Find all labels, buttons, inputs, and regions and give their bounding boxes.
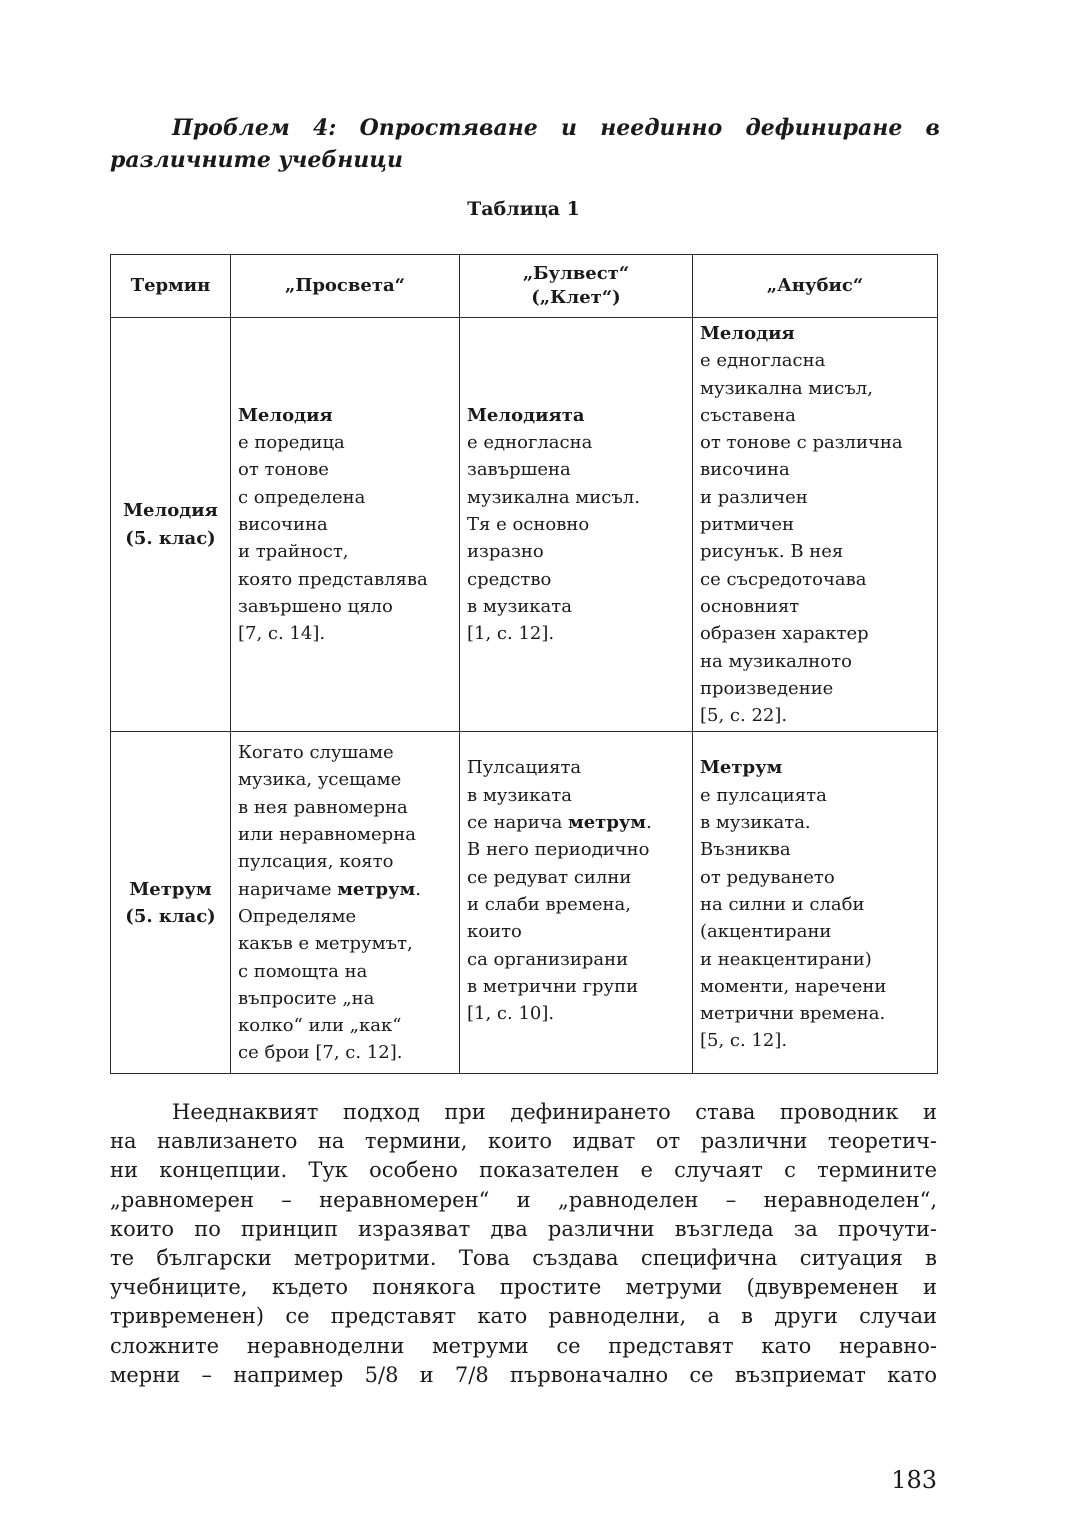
cell-line: рисунък. В нея	[700, 541, 844, 563]
anubis-cell	[693, 732, 938, 1074]
cell-line: [5, с. 22].	[700, 705, 788, 727]
cell-line: Пулсацията	[467, 757, 582, 779]
defined-term: Мелодията	[467, 404, 585, 426]
cell-line	[700, 754, 930, 781]
cell-line: се редуват силни	[467, 866, 632, 888]
cell-line: В него периодично	[467, 839, 650, 861]
term-name: Метрум	[129, 878, 212, 900]
cell-line: на силни и слаби	[700, 893, 865, 915]
header-bulvest-line: („Клет“)	[531, 287, 621, 308]
header-prosveta: „Просвета“	[231, 255, 460, 318]
term-cell	[111, 318, 231, 732]
cell-line: и неакцентирани)	[700, 948, 872, 970]
cell-line: в метрични групи	[467, 975, 639, 997]
cell-line: ритмичен	[700, 514, 795, 536]
prosveta-cell	[231, 318, 460, 732]
cell-line: метрични времена.	[700, 1003, 886, 1025]
header-anubis: „Анубис“	[693, 255, 938, 318]
cell-line	[238, 876, 452, 903]
cell-line: [1, с. 10].	[467, 1003, 555, 1025]
cell-line: е едногласна	[467, 432, 593, 454]
cell-text: се нарича	[467, 812, 563, 834]
term-grade: (5. клас)	[125, 527, 216, 549]
cell-line: е едногласна	[700, 350, 826, 372]
prosveta-cell	[231, 732, 460, 1074]
cell-line: Определяме	[238, 905, 357, 927]
header-bulvest	[460, 255, 693, 318]
cell-line: [5, с. 12].	[700, 1030, 788, 1052]
cell-line: която представлява	[238, 568, 428, 590]
cell-line: и различен	[700, 486, 808, 508]
term-grade: (5. клас)	[125, 905, 216, 927]
paragraph-line: сложните неравноделни метруми се представят като неравно-	[110, 1333, 937, 1358]
cell-line	[238, 402, 452, 429]
paragraph-line: които по принцип изразяват два различни възгледа за прочути-	[110, 1216, 937, 1241]
cell-line: и трайност,	[238, 541, 349, 563]
cell-line: пулсация, която	[238, 851, 394, 873]
paragraph-line: мерни – например 5/8 и 7/8 първоначално се възприемат като	[110, 1362, 937, 1387]
cell-line: основният	[700, 595, 800, 617]
cell-text: наричаме	[238, 878, 332, 900]
cell-line: които	[467, 921, 522, 943]
cell-line: Тя е основно	[467, 514, 590, 536]
cell-line: с помощта на	[238, 960, 368, 982]
cell-line: са организирани	[467, 948, 629, 970]
paragraph-line: „равномерен – неравномерен“ и „равноделен – неравноделен“,	[110, 1187, 937, 1212]
cell-line: или неравномерна	[238, 824, 416, 846]
cell-line: в музиката	[467, 784, 572, 806]
defined-term: Мелодия	[238, 404, 333, 426]
cell-line: музикална мисъл,	[700, 377, 873, 399]
cell-line: средство	[467, 568, 552, 590]
cell-line: от тонове с различна	[700, 432, 903, 454]
table-row	[111, 318, 938, 732]
defined-term: метрум	[337, 878, 416, 900]
term-name: Мелодия	[123, 500, 218, 522]
paragraph-line: те български метроритми. Това създава специфична ситуация в	[110, 1246, 937, 1271]
defined-term: метрум	[568, 812, 647, 834]
cell-punct: .	[415, 878, 422, 900]
section-heading: Проблем 4: Опростяване и неединно дефиниране в различните учебници	[110, 115, 940, 173]
cell-line: какъв е метрумът,	[238, 933, 413, 955]
cell-line: произведение	[700, 677, 834, 699]
cell-line: изразно	[467, 541, 544, 563]
cell-line: моменти, наречени	[700, 975, 887, 997]
cell-line: от редуването	[700, 866, 835, 888]
cell-line: се брои [7, с. 12].	[238, 1042, 403, 1064]
cell-line: завършено цяло	[238, 595, 393, 617]
cell-line: в музиката	[467, 595, 572, 617]
paragraph-line: тривременен) се представят като равноделни, а в други случаи	[110, 1304, 937, 1329]
comparison-table	[110, 254, 938, 1074]
cell-line: е пулсацията	[700, 784, 827, 806]
cell-line: височина	[700, 459, 790, 481]
cell-line: музика, усещаме	[238, 769, 402, 791]
header-term: Термин	[111, 255, 231, 318]
cell-line: Възниква	[700, 839, 791, 861]
cell-line: на музикалното	[700, 650, 852, 672]
cell-line: е поредица	[238, 432, 345, 454]
paragraph-line: учебниците, където понякога простите метруми (двувременен и	[110, 1275, 937, 1300]
paragraph-line: на навлизането на термини, които идват от различни теоретич-	[110, 1129, 937, 1154]
table-row	[111, 732, 938, 1074]
cell-line: [7, с. 14].	[238, 623, 326, 645]
cell-punct: .	[646, 812, 652, 834]
cell-line: в нея равномерна	[238, 796, 408, 818]
table-header-row	[111, 255, 938, 318]
cell-line: [1, с. 12].	[467, 623, 555, 645]
bulvest-cell	[460, 318, 693, 732]
page-number: 183	[891, 1466, 937, 1494]
cell-line	[467, 402, 685, 429]
cell-line: височина	[238, 514, 328, 536]
cell-line: колко“ или „как“	[238, 1015, 402, 1037]
cell-line: образен характер	[700, 623, 869, 645]
cell-line: от тонове	[238, 459, 329, 481]
defined-term: Мелодия	[700, 323, 795, 344]
defined-term: Метрум	[700, 757, 783, 779]
cell-line: се съсредоточава	[700, 568, 867, 590]
term-cell	[111, 732, 231, 1074]
paragraph-line: Нееднаквият подход при дефинирането става проводник и	[172, 1100, 937, 1124]
anubis-cell	[693, 318, 938, 732]
paragraph-line: ни концепции. Тук особено показателен е случаят с термините	[110, 1158, 937, 1183]
cell-line: музикална мисъл.	[467, 486, 640, 508]
cell-line: и слаби времена,	[467, 893, 631, 915]
cell-line: съставена	[700, 404, 796, 426]
body-paragraph	[110, 1098, 937, 1390]
header-bulvest-line: „Булвест“	[522, 263, 630, 284]
cell-line: въпросите „на	[238, 987, 375, 1009]
cell-line: (акцентирани	[700, 921, 832, 943]
cell-line: с определена	[238, 486, 366, 508]
cell-line	[467, 809, 685, 836]
table-title: Таблица 1	[467, 198, 580, 220]
cell-line: завършена	[467, 459, 571, 481]
cell-line: в музиката.	[700, 812, 811, 834]
bulvest-cell	[460, 732, 693, 1074]
cell-line: Когато слушаме	[238, 742, 394, 764]
cell-line	[700, 320, 930, 347]
